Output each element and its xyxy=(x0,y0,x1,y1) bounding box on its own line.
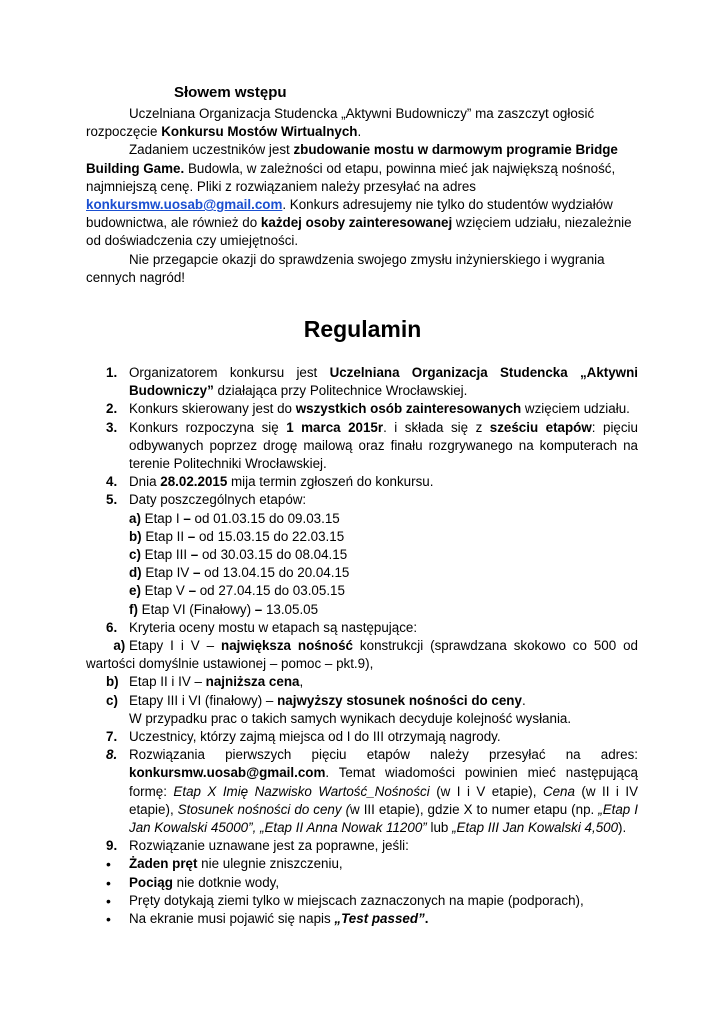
stage-range: 13.05.05 xyxy=(262,601,319,617)
item-text xyxy=(129,473,638,491)
text: . i składa się z xyxy=(383,419,490,435)
text: (w I i V etapie), xyxy=(429,783,543,799)
criteria-letter-wrap xyxy=(86,637,129,655)
text: nie ulegnie zniszczeniu, xyxy=(197,856,343,872)
bullet-icon: • xyxy=(106,892,111,909)
criteria-bold: najwyższy stosunek nośności do ceny xyxy=(277,692,522,708)
intro-paragraph-2 xyxy=(86,141,636,250)
text: Budowla, w zależności od etapu, powinna mieć jak największą nośność, najmniejszą cenę. Pliki z rozwiązaniem należy przesyłać na adres xyxy=(86,160,616,194)
bullet-item xyxy=(86,892,638,910)
bullet-bold: Pociąg xyxy=(129,874,173,890)
stage-item xyxy=(129,601,638,619)
stage-letter: e) xyxy=(129,583,141,599)
list-item xyxy=(86,837,638,855)
item-text xyxy=(129,746,638,837)
email-link[interactable]: konkursmw.uosab@gmail.com xyxy=(86,197,283,213)
list-item xyxy=(86,419,638,474)
stage-letter: b) xyxy=(129,528,142,544)
item-number: 3. xyxy=(106,419,118,435)
item-text: Uczestnicy, którzy zajmą miejsca od I do III otrzymają nagrody. xyxy=(129,729,501,745)
item-number: 5. xyxy=(106,492,118,508)
item-text: Kryteria oceny mostu w etapach są następujące: xyxy=(129,619,418,635)
stage-name: Etap VI (Finałowy) xyxy=(137,601,255,617)
regulamin-list xyxy=(86,364,638,928)
stage-range: od 30.03.15 do 08.04.15 xyxy=(198,547,348,563)
text: Uczelniana Organizacja Studencka „Aktywni Budowniczy” ma zaszczyt ogłosić rozpoczęcie xyxy=(86,106,595,140)
text: . xyxy=(424,911,429,927)
text: Rozwiązania pierwszych pięciu etapów należy przesyłać na adres: xyxy=(129,747,638,763)
audience-bold: wszystkich osób zainteresowanych xyxy=(295,401,522,417)
list-item xyxy=(86,364,638,400)
stage-name: Etap I xyxy=(140,510,184,526)
item-number: 6. xyxy=(106,619,118,635)
item-text xyxy=(129,364,638,400)
bullet-icon: • xyxy=(106,856,111,873)
text: wzięciem udziału. xyxy=(521,401,630,417)
bullet-item xyxy=(86,910,638,928)
text: Dnia xyxy=(129,474,161,490)
text: działająca przy Politechnice Wrocławskiej. xyxy=(213,383,468,399)
text: . xyxy=(357,124,362,140)
text: wzięciem udziału, niezależnie od doświadczenia czy umiejętności. xyxy=(86,215,632,249)
intro-title: Słowem wstępu xyxy=(174,84,287,101)
text: Zadaniem uczestników jest xyxy=(129,142,294,158)
stage-item xyxy=(129,582,638,600)
list-item xyxy=(86,619,638,637)
bullet-item xyxy=(86,874,638,892)
bullet-text xyxy=(129,855,638,873)
text: mija termin zgłoszeń do konkursu. xyxy=(227,474,434,490)
stage-name: Etap II xyxy=(141,528,188,544)
bullet-bold: Żaden pręt xyxy=(129,856,198,872)
stage-range: od 13.04.15 do 20.04.15 xyxy=(200,565,350,581)
criteria-text xyxy=(129,692,638,710)
subject-format: Etap X Imię Nazwisko Wartość_Nośności xyxy=(173,783,430,799)
item-text xyxy=(129,400,638,418)
stages-bold: sześciu etapów xyxy=(489,419,592,435)
item-number: 7. xyxy=(106,729,118,745)
list-item xyxy=(86,400,638,418)
contest-name: Konkursu Mostów Wirtualnych xyxy=(161,124,358,140)
intro-paragraph-3: Nie przegapcie okazji do sprawdzenia swojego zmysłu inżynierskiego i wygrania cennych nagród! xyxy=(86,251,605,285)
item-number: 2. xyxy=(106,401,118,417)
stage-dash: – xyxy=(187,528,196,544)
text: . Temat wiadomości powinien mieć następującą formę: xyxy=(129,765,638,799)
bullet-item xyxy=(86,855,638,873)
stage-letter: a) xyxy=(129,510,141,526)
subject-format: Stosunek nośności do ceny ( xyxy=(177,801,351,817)
stage-list xyxy=(129,510,638,619)
stage-item xyxy=(129,528,638,546)
stage-dash: – xyxy=(183,510,191,526)
stage-dash: – xyxy=(190,547,199,563)
stage-name: Etap IV xyxy=(141,565,193,581)
bullet-bold: „Test passed” xyxy=(334,911,425,927)
item-number: 1. xyxy=(106,365,118,380)
text: nie dotknie wody, xyxy=(172,874,280,890)
stage-letter: d) xyxy=(129,565,142,581)
deadline-bold: 28.02.2015 xyxy=(160,474,228,490)
bullet-text xyxy=(129,910,638,928)
stage-item xyxy=(129,564,638,582)
start-date-bold: 1 marca 2015r xyxy=(286,419,384,435)
organizer-bold: Uczelniana Organizacja Studencka „Aktywni Budowniczy” xyxy=(129,365,638,399)
criteria-letter: b) xyxy=(106,674,119,690)
list-item xyxy=(86,746,638,837)
text: lub xyxy=(426,820,453,836)
stage-range: od 15.03.15 do 22.03.15 xyxy=(195,528,345,544)
email-bold: konkursmw.uosab@gmail.com xyxy=(129,765,326,781)
item-number: 9. xyxy=(106,838,118,854)
text: w III etapie), gdzie X to numer etapu (np. xyxy=(350,801,599,817)
item-text: Rozwiązanie uznawane jest za poprawne, jeśli: xyxy=(129,838,409,854)
regulamin-title: Regulamin xyxy=(303,316,422,342)
stage-range: od 01.03.15 do 09.03.15 xyxy=(190,510,340,526)
bullet-icon: • xyxy=(106,874,111,891)
text: . xyxy=(521,692,526,708)
stage-dash: – xyxy=(188,583,197,599)
item-text xyxy=(129,419,638,474)
bullet-icon: • xyxy=(106,911,111,928)
item-number: 8. xyxy=(106,747,118,763)
text: Organizatorem konkursu jest xyxy=(129,365,330,380)
criteria-note: W przypadku prac o takich samych wynikach decyduje kolejność wysłania. xyxy=(129,710,572,726)
audience-bold: każdej osoby zainteresowanej xyxy=(260,215,453,231)
criteria-bold: największa nośność xyxy=(221,638,353,654)
criteria-letter: c) xyxy=(106,692,118,708)
bullet-text xyxy=(129,874,638,892)
text: . Konkurs adresujemy nie tylko do studentów wydziałów budownictwa, ale również do xyxy=(86,197,613,231)
criteria-b xyxy=(86,673,638,691)
stage-dash: – xyxy=(254,601,263,617)
subject-format: Cena xyxy=(542,783,575,799)
intro-section xyxy=(86,84,636,287)
criteria-letter: a) xyxy=(113,638,126,654)
subject-example: „Etap I Jan Kowalski 45000”, „Etap II Anna Nowak 11200” xyxy=(129,801,638,836)
criteria-text xyxy=(129,673,638,691)
list-item xyxy=(86,473,638,491)
intro-paragraph-1 xyxy=(86,105,636,141)
stage-item xyxy=(129,510,638,528)
stage-letter: c) xyxy=(129,547,141,563)
criteria-c xyxy=(86,692,638,710)
item-number: 4. xyxy=(106,474,118,490)
text: Etapy I i V – xyxy=(129,638,222,654)
stage-letter: f) xyxy=(129,601,138,617)
task-bold: zbudowanie mostu w darmowym programie Bridge Building Game. xyxy=(86,142,618,176)
text: : pięciu odbywanych poprzez drogę mailową oraz finału rozgrywanego na komputerach na terenie Politechniki Wrocławskiej. xyxy=(129,419,638,472)
text: ). xyxy=(618,820,627,836)
item-text: Daty poszczególnych etapów: xyxy=(129,492,307,508)
text: konstrukcji (sprawdzana skokowo co 500 od wartości domyślnie ustawionej – pomoc – pkt.9), xyxy=(86,638,639,672)
text: Konkurs rozpoczyna się xyxy=(129,419,287,435)
text: , xyxy=(299,674,304,690)
text: Konkurs skierowany jest do xyxy=(129,401,296,417)
bullet-text: Pręty dotykają ziemi tylko w miejscach zaznaczonych na mapie (podporach), xyxy=(129,892,584,908)
subject-example: „Etap III Jan Kowalski 4,500 xyxy=(452,820,619,836)
text: Etapy III i VI (finałowy) – xyxy=(129,692,278,708)
list-item xyxy=(86,728,638,746)
stage-name: Etap V xyxy=(140,583,189,599)
stage-dash: – xyxy=(193,565,201,581)
stage-item xyxy=(129,546,638,564)
criteria-a xyxy=(86,637,638,673)
criteria-bold: najniższa cena xyxy=(205,674,300,690)
list-item xyxy=(86,491,638,509)
text: Etap II i IV – xyxy=(129,674,206,690)
stage-range: od 27.04.15 do 03.05.15 xyxy=(196,583,345,599)
stage-name: Etap III xyxy=(140,547,191,563)
text: Na ekranie musi pojawić się napis xyxy=(129,911,335,927)
text: (w II i IV etapie), xyxy=(129,783,638,817)
